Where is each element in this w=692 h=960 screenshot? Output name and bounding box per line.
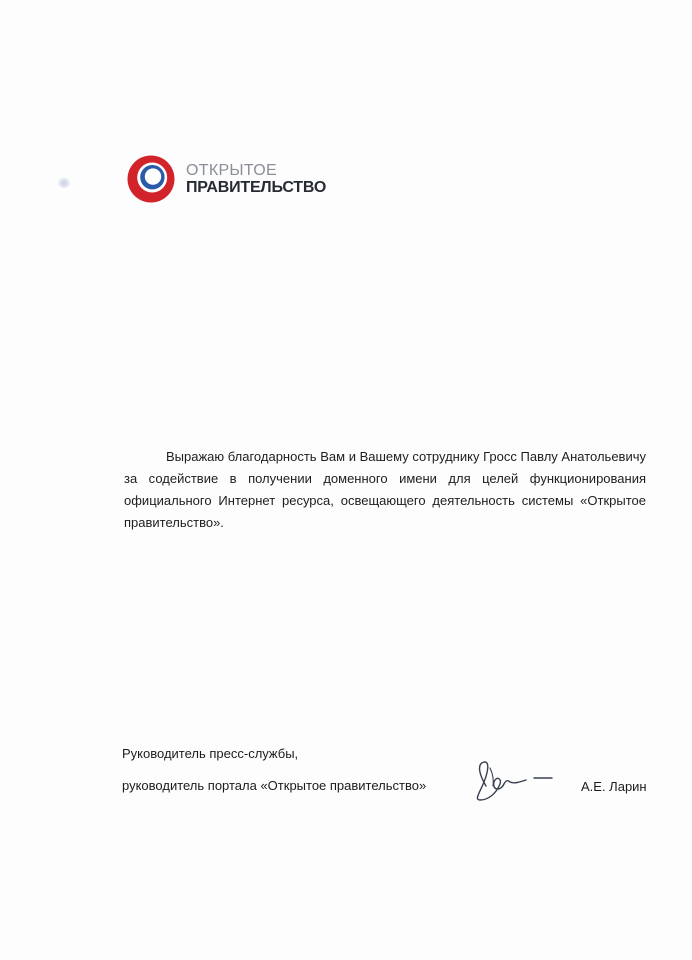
signatory-position-line1: Руководитель пресс-службы, [122,746,299,761]
signatory-name: А.Е. Ларин [581,779,647,794]
handwritten-signature-icon [466,756,558,804]
logo-text-line1: ОТКРЫТОЕ [186,162,277,179]
logo-emblem-icon [126,154,176,204]
signatory-position-line2: руководитель портала «Открытое правительство» [122,778,427,793]
letter-body: Выражаю благодарность Вам и Вашему сотруднику Гросс Павлу Анатольевичу за содействие в получении доменного имени для целей функционирования официального Интернет ресурса, освещающего деятельность системы «Открытое правительство». [124,449,646,530]
open-government-logo [126,154,326,206]
scan-artifact [58,178,70,188]
logo-text-line2: ПРАВИТЕЛЬСТВО [186,179,327,196]
